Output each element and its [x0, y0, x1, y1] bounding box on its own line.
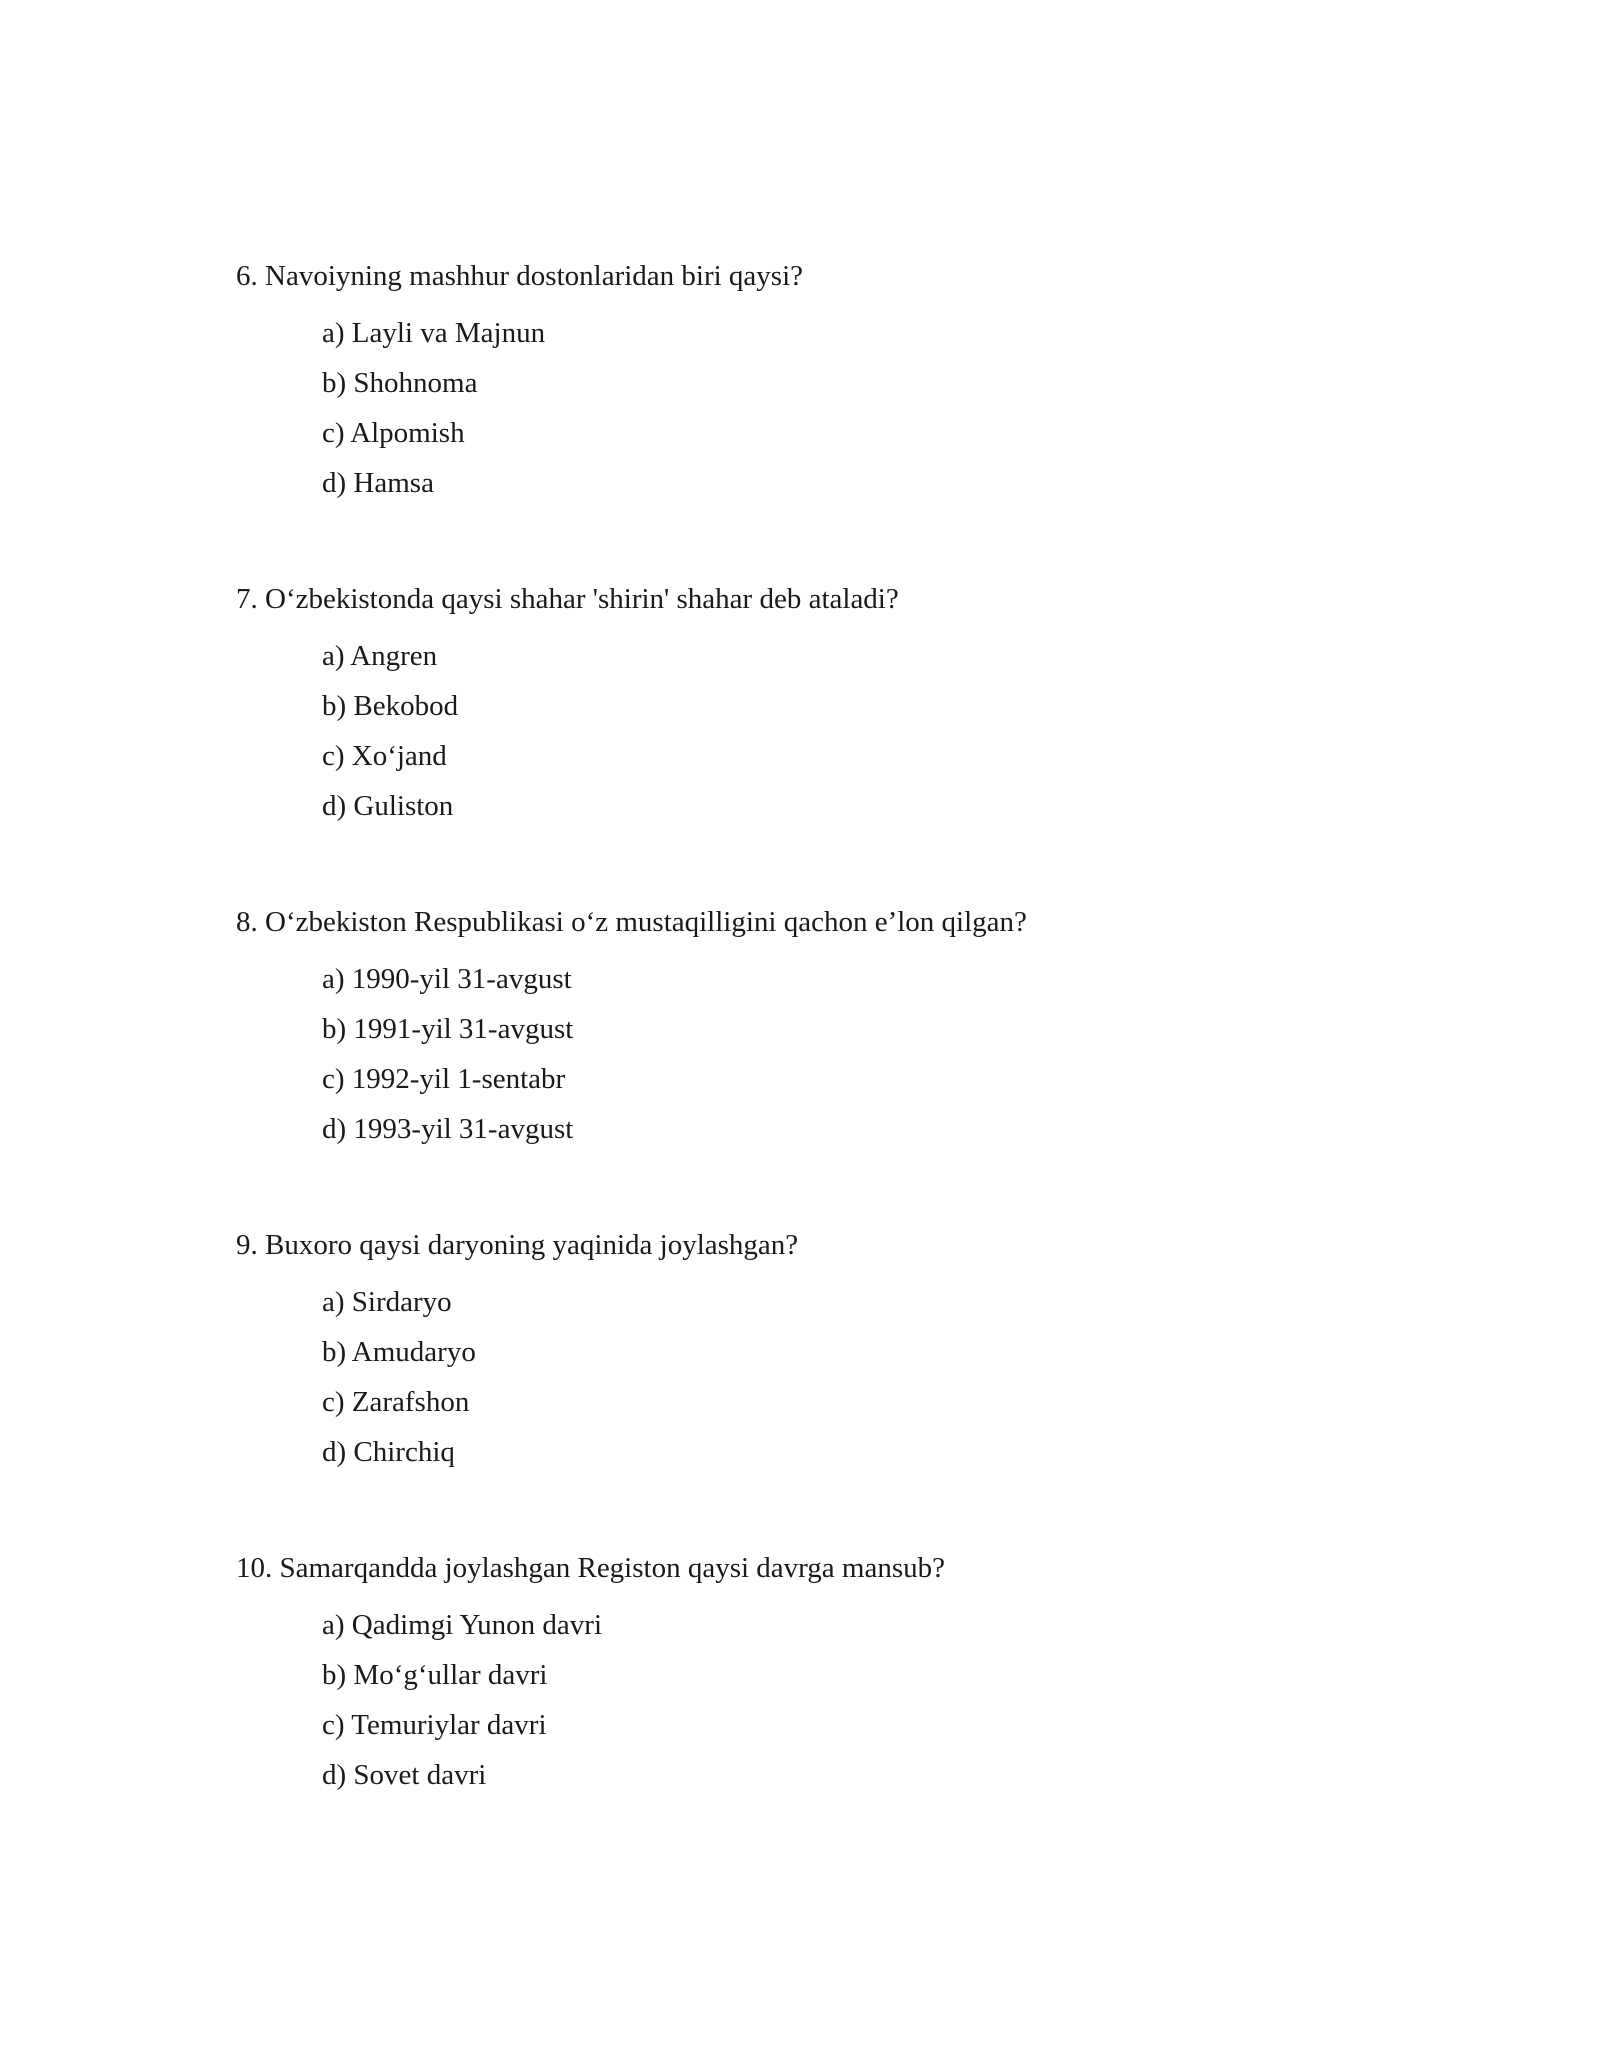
option-c: c) Temuriylar davri [322, 1709, 547, 1741]
option-c: c) Zarafshon [322, 1386, 470, 1418]
option-d: d) 1993-yil 31-avgust [322, 1113, 574, 1145]
option-d: d) Guliston [322, 790, 454, 822]
option-c: c) Alpomish [322, 417, 465, 449]
option-d: d) Chirchiq [322, 1436, 455, 1468]
option-b: b) 1991-yil 31-avgust [322, 1013, 574, 1045]
question-text: 6. Navoiyning mashhur dostonlaridan biri qaysi? [236, 260, 804, 292]
option-a: a) 1990-yil 31-avgust [322, 963, 572, 995]
option-d: d) Hamsa [322, 467, 434, 499]
option-a: a) Layli va Majnun [322, 317, 546, 349]
question-text: 8. O‘zbekiston Respublikasi o‘z mustaqilligini qachon e’lon qilgan? [236, 906, 1027, 938]
question-text: 10. Samarqandda joylashgan Registon qaysi davrga mansub? [236, 1552, 946, 1584]
answer-options [322, 639, 1436, 823]
question-text: 7. O‘zbekistonda qaysi shahar 'shirin' shahar deb ataladi? [236, 583, 899, 615]
option-b: b) Shohnoma [322, 367, 478, 399]
option-b: b) Bekobod [322, 690, 459, 722]
answer-options [322, 962, 1436, 1146]
option-b: b) Amudaryo [322, 1336, 476, 1368]
answer-options [322, 316, 1436, 500]
question-10 [236, 1551, 1436, 1792]
option-d: d) Sovet davri [322, 1759, 487, 1791]
question-7 [236, 582, 1436, 823]
option-c: c) Xo‘jand [322, 740, 447, 772]
option-a: a) Sirdaryo [322, 1286, 452, 1318]
question-text: 9. Buxoro qaysi daryoning yaqinida joylashgan? [236, 1229, 799, 1261]
question-9 [236, 1228, 1436, 1469]
answer-options [322, 1608, 1436, 1792]
option-b: b) Mo‘g‘ullar davri [322, 1659, 548, 1691]
question-6 [236, 259, 1436, 500]
option-a: a) Angren [322, 640, 438, 672]
option-a: a) Qadimgi Yunon davri [322, 1609, 603, 1641]
question-8 [236, 905, 1436, 1146]
option-c: c) 1992-yil 1-sentabr [322, 1063, 566, 1095]
answer-options [322, 1285, 1436, 1469]
